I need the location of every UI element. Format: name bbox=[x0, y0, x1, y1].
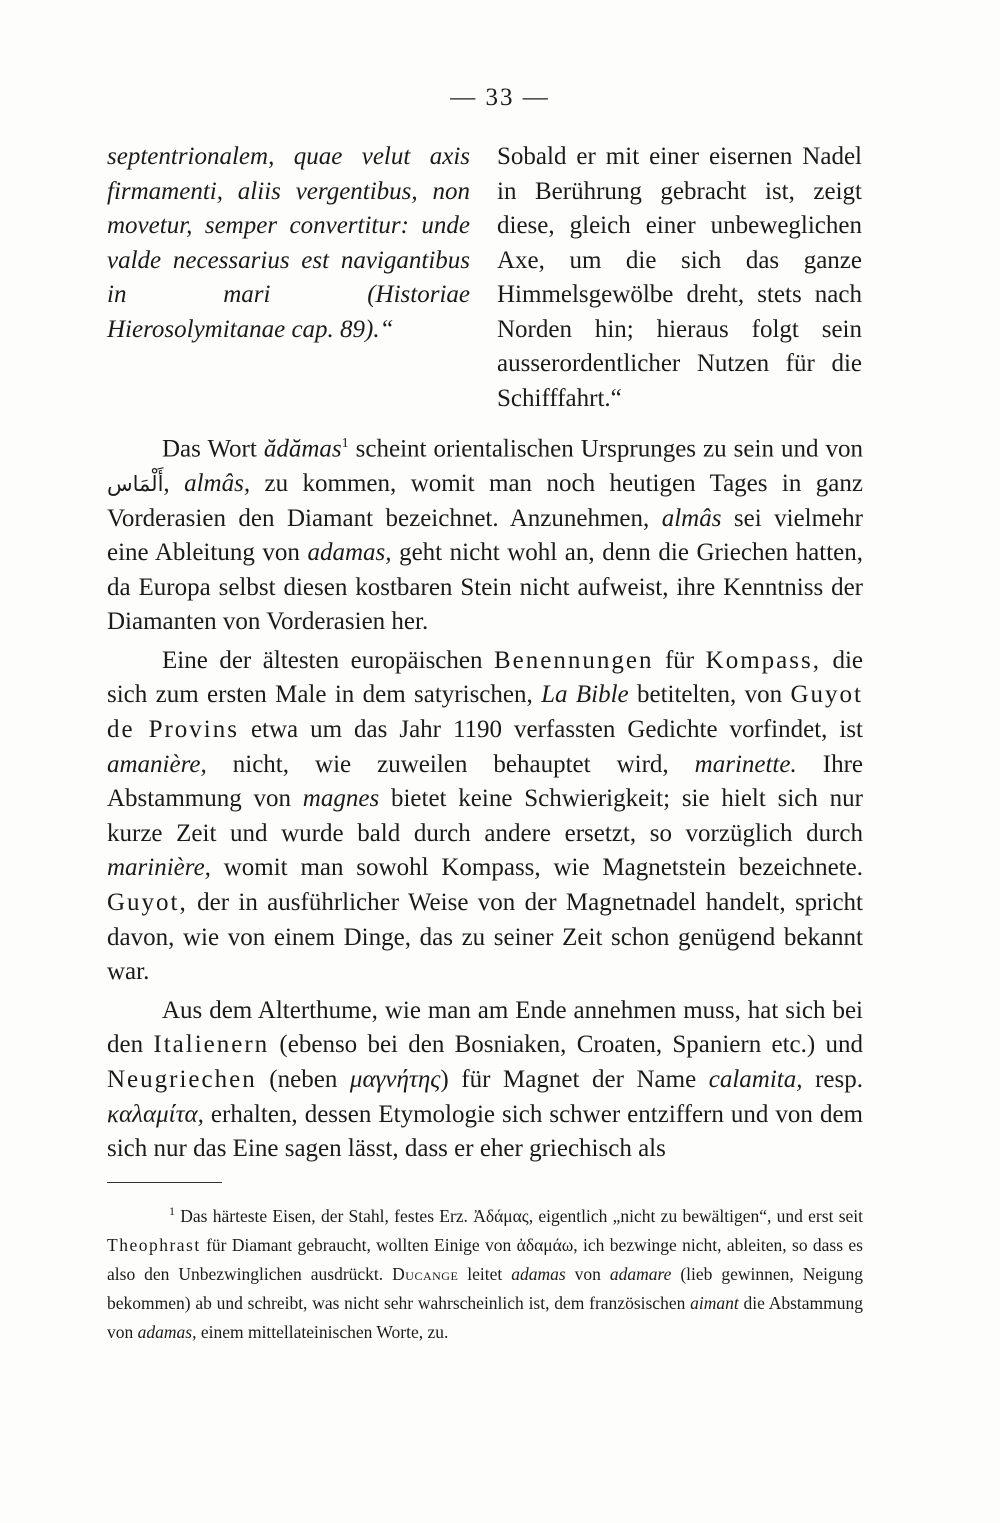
arabic-word: أَلْمَاس bbox=[107, 471, 164, 496]
footnote bbox=[107, 1197, 863, 1347]
latin-quote-text: septentrionalem, quae velut axis firmamenti, aliis vergentibus, non movetur, semper convertitur: unde valde necessarius est navigantibus in mari (Historiae Hierosolymitanae cap. 89).“ bbox=[107, 143, 470, 343]
main-text bbox=[107, 427, 863, 1167]
paragraph-adamas: Das Wort ădămas$^1$ scheint orientalischen Ursprunges zu sein und von أَلْمَاس, almâs, zu kommen, womit man noch heutigen Tages in ganz Vorderasien den Diamant bezeichnet. Anzunehmen, almâs sei vielmehr eine Ableitung von adamas, geht nicht wohl an, denn die Griechen hatten, da Europa selbst diesen kostbaren Stein nicht aufweist, ihre Kenntniss der Diamanten von Vorderasien her. bbox=[107, 435, 863, 636]
footnote-text: $^1$ Das härteste Eisen, der Stahl, festes Erz. Ἀδάμας, eigentlich „nicht zu bewältigen“, und erst seit Theophrast für Diamant gebraucht, wollten Einige von ἀδαμάω, ich bezwinge nicht, ableiten, so dass es also den Unbezwinglichen ausdrückt. Ducange leitet adamas von adamare (lieb gewinnen, Neigung bekommen) ab und schreibt, was nicht sehr wahrscheinlich ist, dem französischen aimant die Abstammung von adamas, einem mittellateinischen Worte, zu. bbox=[107, 1204, 864, 1342]
paragraph-calamita: Aus dem Alterthume, wie man am Ende annehmen muss, hat sich bei den Italienern (ebenso bei den Bosniaken, Croaten, Spaniern etc.) und Neugriechen (neben μαγνήτης) für Magnet der Name calamita, resp. καλαμίτα, erhalten, dessen Etymologie sich schwer entziffern und von dem sich nur das Eine sagen lässt, dass er eher griechisch als bbox=[107, 996, 863, 1163]
footnote-reference: 1 bbox=[341, 436, 349, 451]
footnote-divider bbox=[107, 1182, 222, 1183]
footnote-mark: 1 bbox=[169, 1204, 175, 1218]
german-translation-text: Sobald er mit einer eisernen Nadel in Berührung gebracht ist, zeigt diese, gleich einer unbeweglichen Axe, um die sich das ganze Himmelsgewölbe dreht, stets nach Norden hin; hieraus folgt sein ausserordentlicher Nutzen für die Schifffahrt.“ bbox=[497, 143, 862, 412]
page-number: — 33 — bbox=[450, 84, 550, 111]
latin-quote-column bbox=[107, 140, 470, 347]
paragraph-compass: Eine der ältesten europäischen Benennungen für Kompass, die sich zum ersten Male in dem satyrischen, La Bible betitelten, von Guyot de Provins etwa um das Jahr 1190 verfassten Gedichte vorfindet, ist amanière, nicht, wie zuweilen behauptet wird, marinette. Ihre Abstammung von magnes bietet keine Schwierigkeit; sie hielt sich nur kurze Zeit und wurde bald durch andere ersetzt, so vorzüglich durch marinière, womit man sowohl Kompass, wie Magnetstein bezeichnete. Guyot, der in ausführlicher Weise von der Magnetnadel handelt, spricht davon, wie von einem Dinge, das zu seiner Zeit schon genügend bekannt war. bbox=[107, 646, 864, 986]
german-translation-column bbox=[497, 140, 862, 416]
